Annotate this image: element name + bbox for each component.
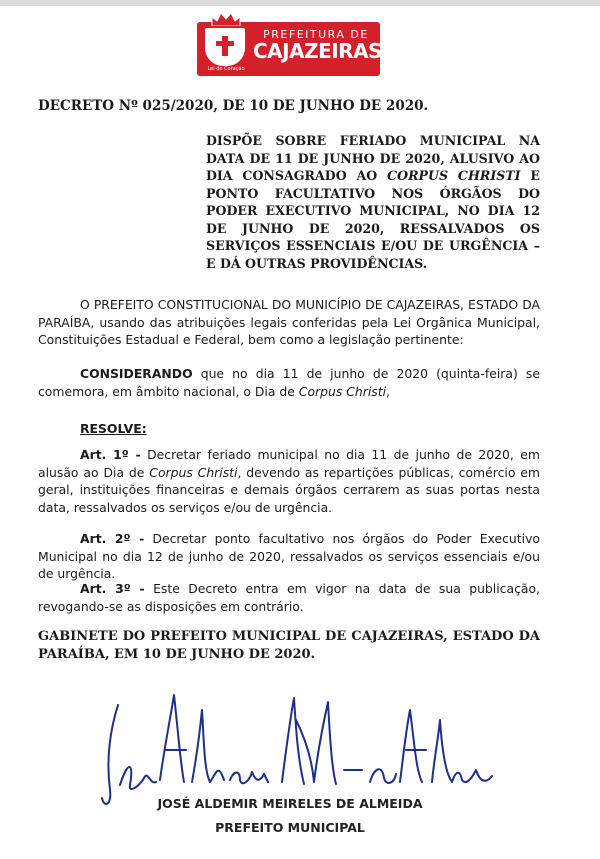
ementa-part-2: E PONTO FACULTATIVO NOS ÓRGÃOS DO PODER EXECUTIVO MUNICIPAL, NO DIA 12 DE JUNHO DE 2020, RESSALVADOS OS SERVIÇOS ESSENCIAIS E/OU DE URGÊNCIA – E DÁ OUTRAS PROVIDÊNCIAS. <box>206 168 541 271</box>
art1-label: Art. 1º - <box>80 447 141 462</box>
logo-city-name: CAJAZEIRAS <box>253 39 382 63</box>
considering-italic: Corpus Christi <box>298 383 387 399</box>
logo-subtitle: PREFEITURA DE <box>263 28 369 41</box>
art1-text: Decretar feriado municipal no dia 11 de junho de 2020, em alusão ao Dia de <box>38 447 540 480</box>
closing-statement: GABINETE DO PREFEITO MUNICIPAL DE CAJAZEIRAS, ESTADO DA PARAÍBA, EM 10 DE JUNHO DE 2020. <box>38 629 540 662</box>
coat-of-arms-icon <box>205 28 245 66</box>
crown-icon <box>211 12 241 26</box>
ementa-italic: CORPUS CHRISTI <box>387 168 521 183</box>
article-2 <box>38 530 540 583</box>
art3-label: Art. 3º - <box>80 581 145 596</box>
considering-text: que no dia 11 de junho de 2020 (quinta-feira) se comemora, em âmbito nacional, o Dia de <box>38 366 540 399</box>
considering-label: CONSIDERANDO <box>80 366 193 381</box>
art2-text: Decretar ponto facultativo nos órgãos do Poder Executivo Municipal no dia 12 de junho de 2020, ressalvados os serviços essenciais e/ou de urgência. <box>38 531 540 581</box>
decree-title: DECRETO Nº 025/2020, DE 10 DE JUNHO DE 2020. <box>38 98 429 114</box>
prefeitura-logo <box>197 22 380 76</box>
article-3 <box>38 580 540 615</box>
art1-end: , devendo as repartições públicas, comércio em geral, instituições financeiras e demais órgãos cerrarem as suas portas nesta data, ressalvados os serviços e/ou de urgência. <box>38 464 540 515</box>
logo-motto: Lei do Coração <box>207 66 245 72</box>
signer-role: PREFEITO MUNICIPAL <box>215 820 365 835</box>
art2-label: Art. 2º - <box>80 531 145 546</box>
preamble-text: O PREFEITO CONSTITUCIONAL DO MUNICÍPIO DE CAJAZEIRAS, ESTADO DA PARAÍBA, usando das atribuições legais conferidas pela Lei Orgânica Municipal, Constituições Estadual e Federal, bem como a legislação pertinente: <box>38 297 540 347</box>
top-scan-edge <box>0 0 600 6</box>
considering-paragraph <box>38 365 540 400</box>
art3-text: Este Decreto entra em vigor na data de sua publicação, revogando-se as disposições em contrário. <box>38 581 540 614</box>
ementa-part-1: DISPÕE SOBRE FERIADO MUNICIPAL NA DATA DE 11 DE JUNHO DE 2020, ALUSIVO AO DIA CONSAGRADO AO <box>206 133 540 183</box>
considering-end: , <box>386 383 390 399</box>
signer-name: JOSÉ ALDEMIR MEIRELES DE ALMEIDA <box>157 796 423 811</box>
art1-italic: Corpus Christi <box>149 464 238 480</box>
preamble-paragraph <box>38 296 540 349</box>
resolve-heading: RESOLVE: <box>80 421 147 436</box>
article-1 <box>38 446 540 516</box>
decree-ementa <box>206 132 540 272</box>
